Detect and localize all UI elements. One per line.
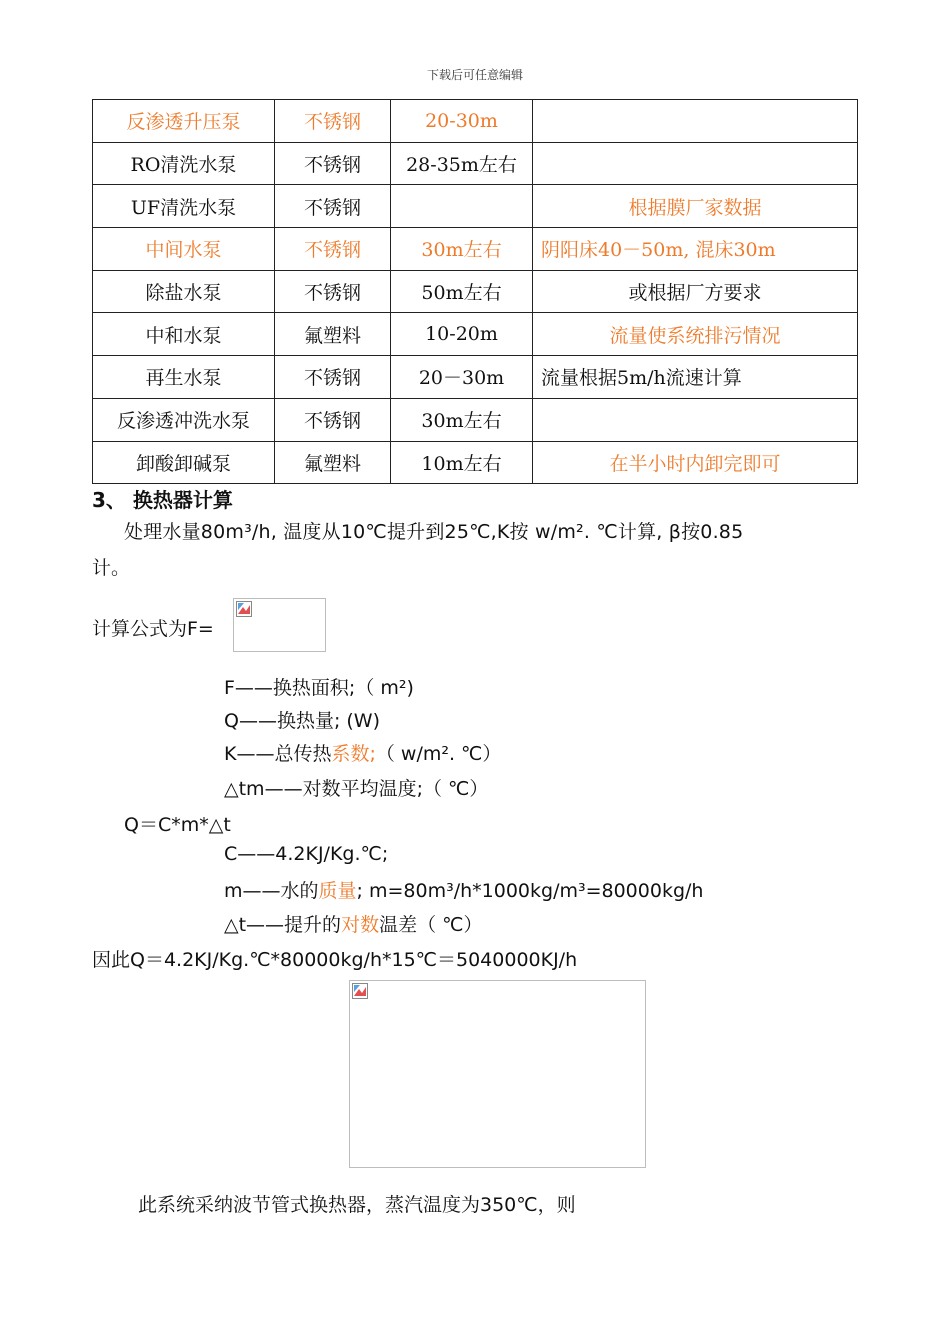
- broken-image-icon: [236, 601, 252, 617]
- table-cell-material: 不锈钢: [275, 398, 391, 441]
- table-cell-head: 28-35m左右: [391, 142, 533, 185]
- pump-table: [92, 99, 858, 484]
- table-cell-head: 50m左右: [391, 270, 533, 313]
- def-k-suffix: （ w/m². ℃）: [375, 743, 502, 765]
- table-row: [93, 356, 858, 399]
- table-cell-name: 卸酸卸碱泵: [93, 441, 275, 484]
- table-cell-head: 20-30m: [391, 100, 533, 143]
- table-cell-note: 在半小时内卸完即可: [533, 441, 858, 484]
- def-f: F——换热面积;（ m²): [224, 677, 414, 699]
- table-cell-name: 反渗透冲洗水泵: [93, 398, 275, 441]
- header-note: 下载后可任意编辑: [426, 68, 523, 82]
- table-cell-head: 30m左右: [391, 228, 533, 271]
- def-m-prefix: m——水的: [224, 880, 319, 902]
- table-cell-material: 不锈钢: [275, 142, 391, 185]
- def-c: C——4.2KJ/Kg.℃;: [224, 843, 389, 865]
- table-cell-material: 不锈钢: [275, 185, 391, 228]
- formula-image: [233, 598, 326, 652]
- def-t-prefix: △t——提升的: [224, 914, 342, 936]
- intro-line-2: 计。: [92, 557, 131, 579]
- table-cell-name: 中和水泵: [93, 313, 275, 356]
- intro-line-1: 处理水量80m³/h, 温度从10℃提升到25℃,K按 w/m². ℃计算, β按0.85: [124, 521, 744, 543]
- broken-image-icon: [352, 983, 368, 999]
- table-row: [93, 441, 858, 484]
- table-cell-name: 中间水泵: [93, 228, 275, 271]
- table-cell-note: 阴阳床40－50m, 混床30m: [533, 228, 858, 271]
- section-title: 3、 换热器计算: [92, 488, 233, 512]
- table-cell-head: [391, 185, 533, 228]
- def-k-highlight: 系数;: [331, 743, 376, 765]
- table-cell-head: 10-20m: [391, 313, 533, 356]
- table-cell-material: 氟塑料: [275, 441, 391, 484]
- table-row: [93, 270, 858, 313]
- formula-image-large: [349, 980, 646, 1168]
- table-row: [93, 100, 858, 143]
- table-cell-note: [533, 100, 858, 143]
- def-t-suffix: 温差（ ℃）: [379, 914, 483, 936]
- table-cell-material: 不锈钢: [275, 356, 391, 399]
- table-cell-head: 10m左右: [391, 441, 533, 484]
- closing-line: 此系统采纳波节管式换热器，蒸汽温度为350℃，则: [138, 1194, 576, 1216]
- def-q: Q——换热量; (W): [224, 710, 381, 732]
- def-m-suffix: ; m=80m³/h*1000kg/m³=80000kg/h: [356, 880, 704, 902]
- def-k: [224, 739, 501, 766]
- table-cell-note: 流量使系统排污情况: [533, 313, 858, 356]
- table-cell-name: 反渗透升压泵: [93, 100, 275, 143]
- q-formula: Q＝C*m*△t: [124, 814, 231, 836]
- table-cell-material: 不锈钢: [275, 100, 391, 143]
- table-row: [93, 398, 858, 441]
- table-cell-name: RO清洗水泵: [93, 142, 275, 185]
- def-t-highlight: 对数: [341, 914, 380, 936]
- q-result: 因此Q＝4.2KJ/Kg.℃*80000kg/h*15℃＝5040000KJ/h: [92, 949, 578, 971]
- table-cell-note: [533, 142, 858, 185]
- def-k-prefix: K——总传热: [224, 743, 332, 765]
- table-row: [93, 228, 858, 271]
- table-cell-material: 不锈钢: [275, 270, 391, 313]
- table-cell-name: 除盐水泵: [93, 270, 275, 313]
- formula-label: 计算公式为F=: [92, 618, 214, 640]
- table-cell-material: 氟塑料: [275, 313, 391, 356]
- table-row: [93, 142, 858, 185]
- def-t: [224, 910, 482, 937]
- table-cell-material: 不锈钢: [275, 228, 391, 271]
- table-row: [93, 185, 858, 228]
- table-cell-head: 30m左右: [391, 398, 533, 441]
- table-cell-head: 20－30m: [391, 356, 533, 399]
- table-row: [93, 313, 858, 356]
- table-cell-note: [533, 398, 858, 441]
- def-m: [224, 876, 703, 903]
- table-cell-note: 根据膜厂家数据: [533, 185, 858, 228]
- def-tm: △tm——对数平均温度;（ ℃）: [224, 778, 489, 800]
- table-cell-note: 或根据厂方要求: [533, 270, 858, 313]
- def-m-highlight: 质量: [318, 880, 357, 902]
- table-cell-name: UF清洗水泵: [93, 185, 275, 228]
- table-cell-name: 再生水泵: [93, 356, 275, 399]
- table-cell-note: 流量根据5m/h流速计算: [533, 356, 858, 399]
